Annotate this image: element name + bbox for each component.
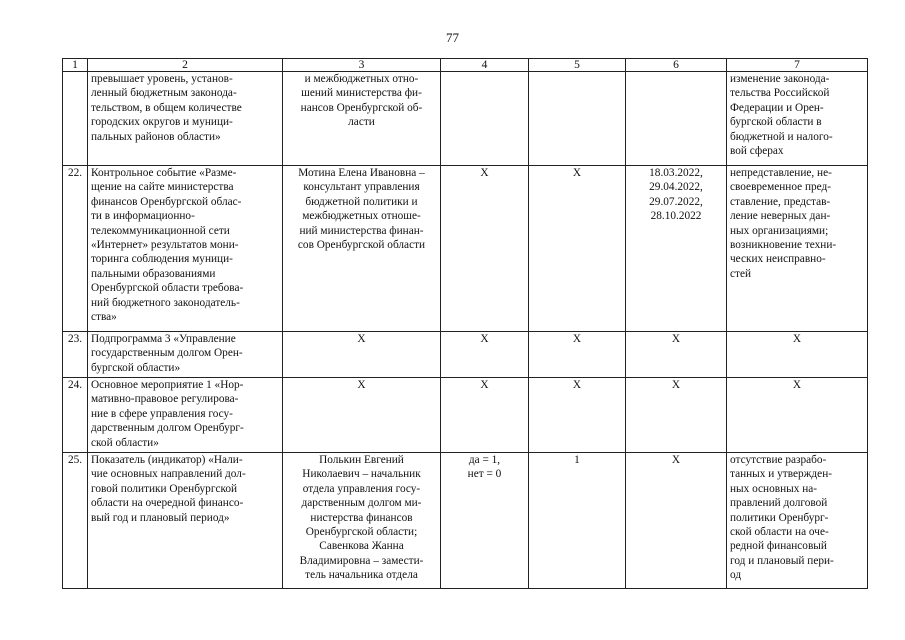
cell-col6: X xyxy=(626,332,727,378)
cell-col5: X xyxy=(529,332,626,378)
cell-col6 xyxy=(626,72,727,166)
column-header: 7 xyxy=(727,59,868,72)
cell-col4: X xyxy=(441,378,529,453)
responsible-person: и межбюджетных отно- шений министерства фи- нансов Оренбургской об- ласти xyxy=(283,72,441,166)
column-header: 6 xyxy=(626,59,727,72)
risks: изменение законода- тельства Российской Федерации и Орен- бургской области в бюджетной и налого- вой сферах xyxy=(727,72,868,166)
event-name: Показатель (индикатор) «Нали- чие основных направлений дол- говой политики Оренбургской области на очередной финансо- вый год и плановый период» xyxy=(88,453,283,589)
row-number: 22. xyxy=(63,166,88,332)
cell-col5: 1 xyxy=(529,453,626,589)
plan-table xyxy=(62,58,868,589)
column-header: 2 xyxy=(88,59,283,72)
column-header: 4 xyxy=(441,59,529,72)
row-number xyxy=(63,72,88,166)
table-row xyxy=(63,166,868,332)
cell-col4: X xyxy=(441,166,529,332)
cell-col6: X xyxy=(626,378,727,453)
row-number: 23. xyxy=(63,332,88,378)
risks: отсутствие разрабо- танных и утвержден- ных основных на- правлений долговой политики Оренбург- ской области на оче- редной финансовый год и плановый пери- од xyxy=(727,453,868,589)
cell-col4 xyxy=(441,72,529,166)
event-name: превышает уровень, установ- ленный бюджетным законода- тельством, в общем количестве городских округов и муници- пальных районов области» xyxy=(88,72,283,166)
event-name: Контрольное событие «Разме- щение на сайте министерства финансов Оренбургской облас- ти в информационно- телекоммуникационной сети «Интернет» результатов мони- торинга соблюдения муници- пальными образованиями Оренбургской области требова- ний бюджетного законодатель- ства» xyxy=(88,166,283,332)
responsible-person: Мотина Елена Ивановна – консультант управления бюджетной политики и межбюджетных отноше- ний министерства финан- сов Оренбургской области xyxy=(283,166,441,332)
responsible-person: Полькин Евгений Николаевич – начальник отдела управления госу- дарственным долгом ми- нистерства финансов Оренбургской области; Савенкова Жанна Владимировна – замести- тель начальника отдела xyxy=(283,453,441,589)
control-dates: 18.03.2022, 29.04.2022, 29.07.2022, 28.10.2022 xyxy=(626,166,727,332)
cell-col5 xyxy=(529,72,626,166)
cell-col5: X xyxy=(529,166,626,332)
table-row xyxy=(63,332,868,378)
row-number: 24. xyxy=(63,378,88,453)
risks: непредставление, не- своевременное пред- ставление, представ- ление неверных дан- ных организациями; возникновение техни- ческих неисправно- стей xyxy=(727,166,868,332)
page-number: 77 xyxy=(446,30,459,45)
row-number: 25. xyxy=(63,453,88,589)
unit-of-measure: да = 1, нет = 0 xyxy=(441,453,529,589)
table-row xyxy=(63,453,868,589)
column-header: 1 xyxy=(63,59,88,72)
cell-col4: X xyxy=(441,332,529,378)
column-header: 3 xyxy=(283,59,441,72)
cell-col6: X xyxy=(626,453,727,589)
event-name: Основное мероприятие 1 «Нор- мативно-правовое регулирова- ние в сфере управления госу- дарственным долгом Оренбург- ской области» xyxy=(88,378,283,453)
column-header: 5 xyxy=(529,59,626,72)
risks: X xyxy=(727,378,868,453)
table-row xyxy=(63,72,868,166)
cell-col5: X xyxy=(529,378,626,453)
responsible-person: X xyxy=(283,378,441,453)
event-name: Подпрограмма 3 «Управление государственным долгом Орен- бургской области» xyxy=(88,332,283,378)
table-row xyxy=(63,378,868,453)
responsible-person: X xyxy=(283,332,441,378)
table-header-row xyxy=(63,59,868,72)
risks: X xyxy=(727,332,868,378)
